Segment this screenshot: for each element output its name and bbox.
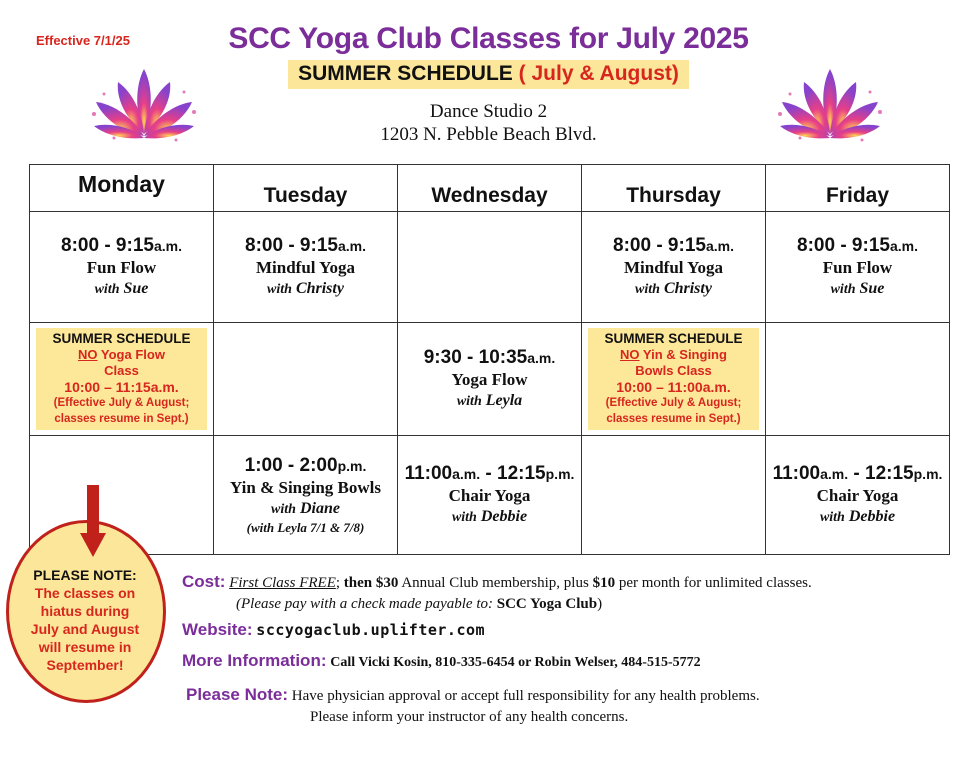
summer-time: 10:00 – 11:00a.m. xyxy=(616,379,731,395)
website-label: Website: xyxy=(182,620,253,639)
summer-time: 10:00 – 11:15a.m. xyxy=(64,379,179,395)
subtitle-main: SUMMER SCHEDULE xyxy=(298,62,513,85)
summer-head: SUMMER SCHEDULE xyxy=(52,331,191,346)
class-cell-wed-3 xyxy=(398,436,582,555)
no-label: NO xyxy=(78,347,98,362)
class-cell-thu-1 xyxy=(582,212,766,323)
hiatus-heading: PLEASE NOTE: xyxy=(33,567,137,583)
class-time-suffix: p.m. xyxy=(545,465,575,482)
website-link[interactable]: sccyogaclub.uplifter.com xyxy=(256,621,486,639)
cost-payment-line xyxy=(236,596,602,613)
cost-label: Cost: xyxy=(182,572,226,591)
class-time: 8:00 - 9:15 xyxy=(61,234,154,256)
hiatus-notice-text xyxy=(20,566,150,674)
subtitle xyxy=(288,60,689,89)
with-label: with xyxy=(819,509,845,525)
summer-notice xyxy=(588,328,759,430)
class-time: 8:00 - 9:15 xyxy=(245,234,338,256)
class-time-suffix: p.m. xyxy=(337,457,367,474)
class-time: 9:30 - 10:35 xyxy=(423,346,528,368)
with-label: with xyxy=(94,281,120,297)
summer-notice-thu xyxy=(582,323,766,436)
cost-per: per month for unlimited classes. xyxy=(615,575,812,591)
please-note-label: Please Note: xyxy=(186,685,289,704)
class-name: Fun Flow xyxy=(86,257,157,277)
subtitle-accent: ( July & August) xyxy=(518,62,679,85)
day-header-thursday: Thursday xyxy=(582,165,766,212)
summer-class: Yoga Flow xyxy=(97,347,165,362)
lotus-icon xyxy=(84,64,204,144)
class-time-suffix: p.m. xyxy=(913,465,943,482)
class-time: 1:00 - 2:00 xyxy=(244,454,338,476)
class-time-suffix: a.m. xyxy=(889,237,918,254)
please-note-line-2: Please inform your instructor of any health concerns. xyxy=(310,709,629,725)
table-row xyxy=(30,212,950,323)
venue-name: Dance Studio 2 xyxy=(429,101,548,122)
summer-resume: classes resume in Sept.) xyxy=(606,413,741,425)
empty-cell xyxy=(398,212,582,323)
with-label: with xyxy=(635,281,660,297)
class-time-suffix: a.m. xyxy=(452,465,481,482)
teacher-name: Sue xyxy=(859,279,885,297)
class-name: Chair Yoga xyxy=(448,485,531,505)
cost-separator: ; xyxy=(335,575,341,591)
more-info-label: More Information: xyxy=(182,651,327,670)
table-header-row xyxy=(30,165,950,212)
effective-date: Effective 7/1/25 xyxy=(36,33,130,48)
cost-annual: Annual Club membership, plus xyxy=(398,575,593,591)
teacher-name: Sue xyxy=(123,279,149,297)
class-time-suffix: a.m. xyxy=(337,237,366,254)
class-name: Fun Flow xyxy=(822,257,893,277)
summer-class: Yin & Singing xyxy=(639,347,727,362)
with-label: with xyxy=(830,281,856,297)
hiatus-line: September! xyxy=(46,657,124,673)
class-name: Mindful Yoga xyxy=(623,257,724,277)
hiatus-line: will resume in xyxy=(38,639,132,655)
class-time-suffix: a.m. xyxy=(527,349,556,366)
teacher-name: Christy xyxy=(295,279,344,297)
class-time-end: - 12:15 xyxy=(480,462,546,484)
summer-resume: classes resume in Sept.) xyxy=(54,413,189,425)
empty-cell xyxy=(214,323,398,436)
teacher-name: Christy xyxy=(663,279,712,297)
with-label: with xyxy=(267,281,292,297)
day-header-wednesday: Wednesday xyxy=(398,165,582,212)
empty-cell xyxy=(766,323,950,436)
summer-notice-mon xyxy=(30,323,214,436)
please-note-text: Have physician approval or accept full responsibility for any health problems. xyxy=(291,688,760,704)
table-row xyxy=(30,436,950,555)
class-name: Chair Yoga xyxy=(816,485,899,505)
day-header-friday: Friday xyxy=(766,165,950,212)
day-header-tuesday: Tuesday xyxy=(214,165,398,212)
class-cell-wed-2 xyxy=(398,323,582,436)
no-label: NO xyxy=(620,347,640,362)
lotus-icon xyxy=(770,64,890,144)
contact-info: Call Vicki Kosin, 810-335-6454 or Robin Welser, 484-515-5772 xyxy=(330,655,701,670)
more-info-line xyxy=(182,651,701,671)
teacher-name: Diane xyxy=(299,499,340,517)
first-class-free: First Class FREE xyxy=(229,575,336,591)
class-time-end: - 12:15 xyxy=(848,462,914,484)
payment-instruction: (Please pay with a check made payable to: xyxy=(236,596,497,612)
with-label: with xyxy=(271,501,296,517)
class-name: Yoga Flow xyxy=(451,369,528,389)
class-note: (with Leyla 7/1 & 7/8) xyxy=(246,519,365,535)
class-cell-fri-1 xyxy=(766,212,950,323)
day-header-monday: Monday xyxy=(30,165,214,212)
class-time-suffix: a.m. xyxy=(705,237,734,254)
class-time-suffix: a.m. xyxy=(820,465,849,482)
summer-head: SUMMER SCHEDULE xyxy=(604,331,743,346)
with-label: with xyxy=(451,509,477,525)
hiatus-line: July and August xyxy=(30,621,140,637)
class-time: 11:00 xyxy=(404,462,453,484)
class-cell-fri-3 xyxy=(766,436,950,555)
teacher-name: Debbie xyxy=(848,507,896,525)
class-name: Mindful Yoga xyxy=(255,257,356,277)
payment-close: ) xyxy=(597,596,603,612)
cost-line xyxy=(182,572,812,592)
summer-effective: (Effective July & August; xyxy=(605,397,742,409)
class-name: Yin & Singing Bowls xyxy=(230,477,381,497)
summer-class-2: Class xyxy=(104,363,139,378)
down-arrow-icon xyxy=(80,485,106,557)
class-cell-tue-3 xyxy=(214,436,398,555)
class-time: 8:00 - 9:15 xyxy=(613,234,706,256)
schedule-table xyxy=(29,164,950,555)
empty-cell xyxy=(582,436,766,555)
class-cell-mon-1 xyxy=(30,212,214,323)
venue-address: 1203 N. Pebble Beach Blvd. xyxy=(380,124,597,145)
payee: SCC Yoga Club xyxy=(496,596,598,612)
class-time: 8:00 - 9:15 xyxy=(797,234,890,256)
please-note-line xyxy=(186,685,760,705)
hiatus-line: hiatus during xyxy=(40,603,130,619)
teacher-name: Leyla xyxy=(485,391,523,409)
hiatus-line: The classes on xyxy=(34,585,136,601)
summer-notice xyxy=(36,328,207,430)
summer-class-2: Bowls Class xyxy=(635,363,712,378)
cost-monthly: $10 xyxy=(592,575,616,591)
teacher-name: Debbie xyxy=(480,507,528,525)
summer-effective: (Effective July & August; xyxy=(53,397,190,409)
class-time: 11:00 xyxy=(772,462,821,484)
page-title: SCC Yoga Club Classes for July 2025 xyxy=(228,22,749,55)
with-label: with xyxy=(456,393,482,409)
class-cell-tue-1 xyxy=(214,212,398,323)
class-time-suffix: a.m. xyxy=(153,237,182,254)
website-line xyxy=(182,620,485,640)
cost-membership: then $30 xyxy=(340,575,399,591)
table-row xyxy=(30,323,950,436)
